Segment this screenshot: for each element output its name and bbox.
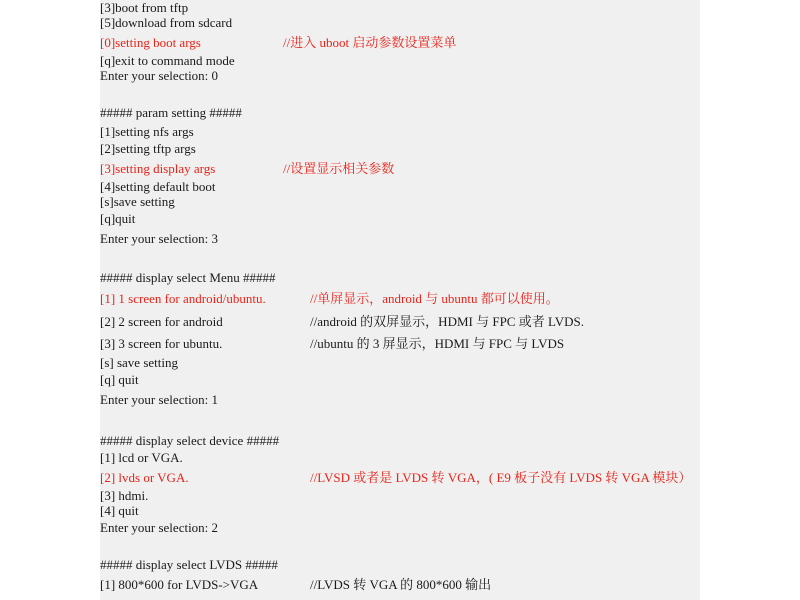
line-comment: //进入 uboot 启动参数设置菜单	[283, 35, 457, 50]
selection-prompt: Enter your selection: 1	[100, 392, 219, 407]
menu-line: [1] lcd or VGA.	[100, 450, 183, 465]
menu-line: [4] quit	[100, 503, 139, 518]
menu-heading: ##### param setting #####	[100, 105, 242, 120]
menu-line: [3]boot from tftp	[100, 0, 189, 15]
menu-line: [0]setting boot args	[100, 35, 201, 50]
menu-line: [1] 1 screen for android/ubuntu.	[100, 291, 266, 306]
menu-line: [3] hdmi.	[100, 488, 149, 503]
menu-line: [2] lvds or VGA.	[100, 470, 189, 485]
menu-line: [1] 800*600 for LVDS->VGA	[100, 577, 259, 592]
menu-line: [5]download from sdcard	[100, 15, 233, 30]
menu-line: [1]setting nfs args	[100, 124, 194, 139]
selection-prompt: Enter your selection: 2	[100, 520, 219, 535]
menu-line: [4]setting default boot	[100, 179, 216, 194]
menu-line: [3] 3 screen for ubuntu.	[100, 336, 223, 351]
selection-prompt: Enter your selection: 3	[100, 231, 219, 246]
menu-line: [q]quit	[100, 211, 136, 226]
menu-line: [s] save setting	[100, 355, 178, 370]
menu-line: [2] 2 screen for android	[100, 314, 223, 329]
menu-line: [q]exit to command mode	[100, 53, 235, 68]
line-comment: //LVDS 转 VGA 的 800*600 输出	[310, 577, 492, 592]
line-comment: //ubuntu 的 3 屏显示，HDMI 与 FPC 与 LVDS	[310, 336, 565, 351]
line-comment: //单屏显示，android 与 ubuntu 都可以使用。	[310, 291, 559, 306]
menu-line: [q] quit	[100, 372, 139, 387]
menu-line: [3]setting display args	[100, 161, 216, 176]
menu-heading: ##### display select LVDS #####	[100, 557, 278, 572]
menu-heading: ##### display select Menu #####	[100, 270, 276, 285]
menu-heading: ##### display select device #####	[100, 433, 280, 448]
menu-line: [s]save setting	[100, 194, 175, 209]
selection-prompt: Enter your selection: 0	[100, 68, 219, 83]
line-comment: //LVSD 或者是 LVDS 转 VGA，( E9 板子没有 LVDS 转 VGA 模块）	[310, 470, 692, 485]
line-comment: //设置显示相关参数	[283, 161, 395, 176]
line-comment: //android 的双屏显示，HDMI 与 FPC 或者 LVDS.	[310, 314, 584, 329]
menu-line: [2]setting tftp args	[100, 141, 196, 156]
